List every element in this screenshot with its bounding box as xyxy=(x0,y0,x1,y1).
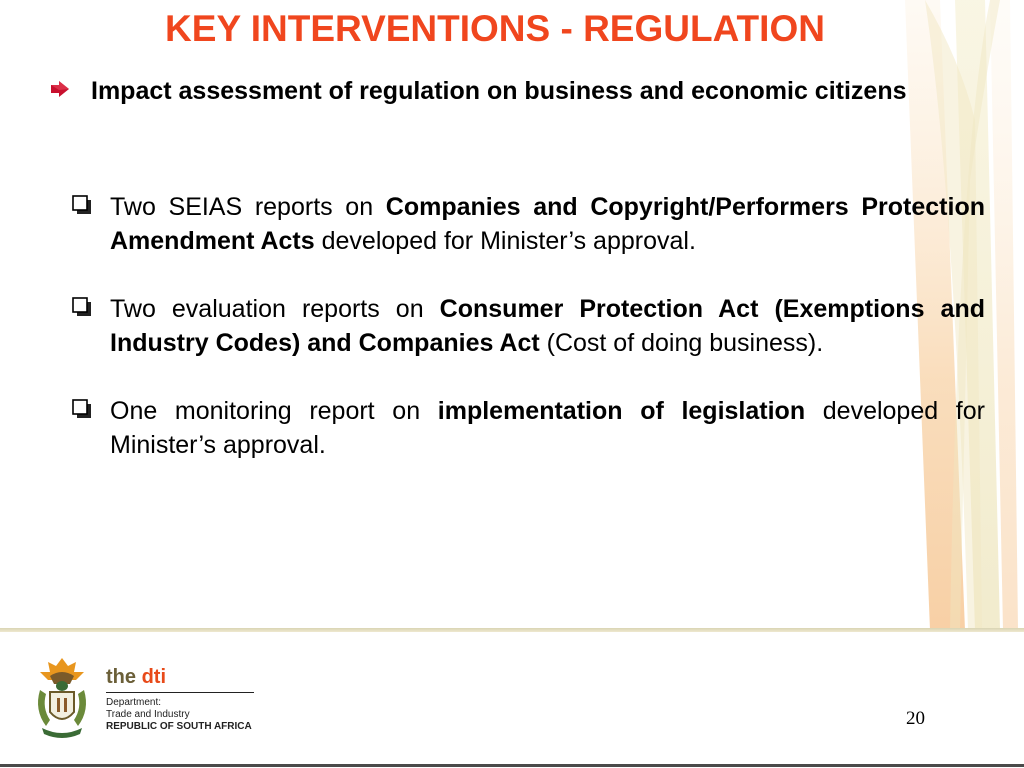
coat-of-arms-icon xyxy=(30,654,94,745)
arrow-bullet-icon xyxy=(50,80,70,103)
country-name: REPUBLIC OF SOUTH AFRICA xyxy=(106,721,252,732)
dti-wordmark: the dti xyxy=(106,666,166,688)
slide-title: KEY INTERVENTIONS - REGULATION xyxy=(165,8,825,49)
bottom-rule xyxy=(0,764,1024,767)
logo-divider xyxy=(106,692,254,693)
department-name: Trade and Industry xyxy=(106,709,190,720)
checkbox-bullet-icon xyxy=(72,297,92,322)
footer-divider xyxy=(0,628,1024,632)
list-item-text: Two evaluation reports on Consumer Protection Act (Exemptions and Industry Codes) and Companies Act (Cost of doing business). xyxy=(110,295,985,357)
sub-bullet-list xyxy=(72,190,985,496)
main-bullet xyxy=(50,74,985,108)
checkbox-bullet-icon xyxy=(72,399,92,424)
checkbox-bullet-icon xyxy=(72,195,92,220)
dti-logo xyxy=(106,666,256,733)
list-item xyxy=(72,394,985,462)
page-number: 20 xyxy=(906,708,925,729)
list-item xyxy=(72,292,985,360)
department-label: Department: xyxy=(106,697,162,708)
main-bullet-text: Impact assessment of regulation on business and economic citizens xyxy=(91,77,907,105)
list-item-text: Two SEIAS reports on Companies and Copyright/Performers Protection Amendment Acts developed for Minister’s approval. xyxy=(110,193,985,255)
list-item xyxy=(72,190,985,258)
list-item-text: One monitoring report on implementation of legislation developed for Minister’s approval. xyxy=(110,397,985,459)
